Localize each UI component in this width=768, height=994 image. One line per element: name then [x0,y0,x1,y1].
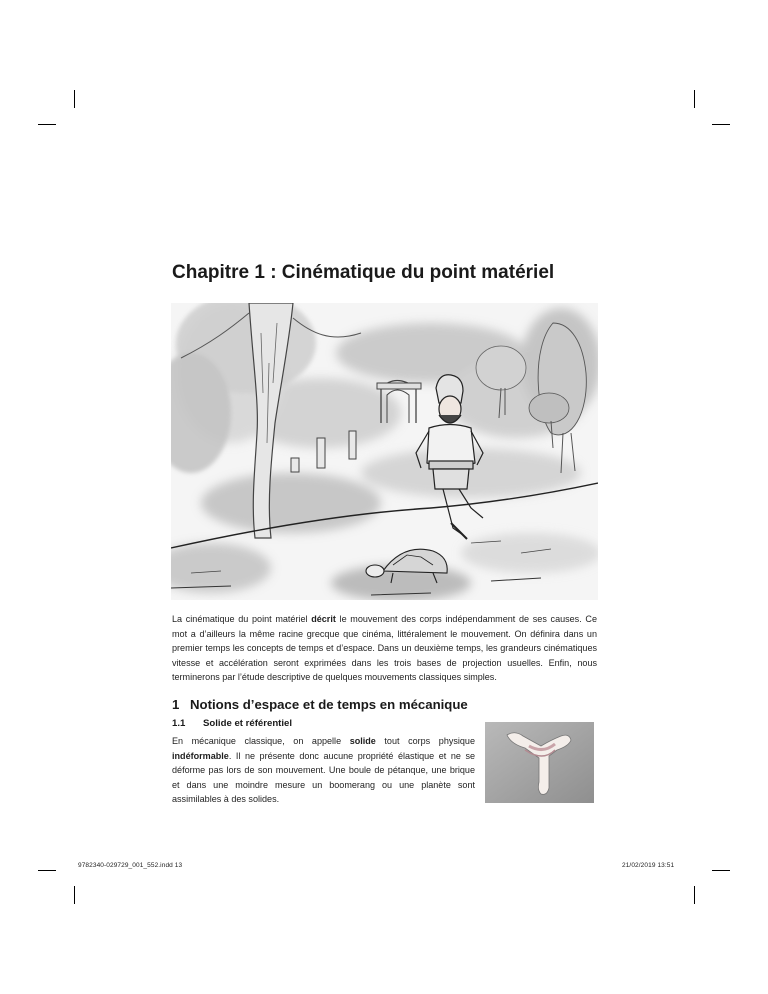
footer-timestamp: 21/02/2019 13:51 [622,862,675,869]
crop-mark-bottom-left-horizontal [38,870,56,871]
subsection-1-1-number: 1.1 [172,718,186,729]
section-1-heading [172,697,468,712]
intro-text-2: le mouvement des corps indépendamment de ses causes. Ce mot a d’ailleurs la même racine grecque que cinéma, littéralement le mouvement. On définira dans un premier temps les concepts de temps et d’espace. Dans un deuxième temps, les grandeurs cinématiques vitesse et accélération seront exprimées dans les trois bases de projection usuelles. Enfin, nous terminerons par l’étude descriptive de quelques mouvements classiques simples. [172,614,597,683]
crop-mark-bottom-right-vertical [694,886,695,904]
crop-mark-top-left-horizontal [38,124,56,125]
footer-file-name: 9782340-029729_001_552.indd 13 [78,862,183,869]
crop-mark-bottom-left-vertical [74,886,75,904]
boomerang-photo [485,722,594,803]
solid-text-3: . Il ne présente donc aucune propriété élastique et ne se déforme pas lors de son mouvement. Une boule de pétanque, une brique et dans une moindre mesure un boomerang ou une planète sont assimilables à des solides. [172,750,475,805]
intro-text-1: La cinématique du point matériel [172,614,312,624]
solid-paragraph [172,734,475,807]
subsection-1-1-heading [172,718,292,729]
section-1-title: Notions d’espace et de temps en mécanique [190,697,468,712]
crop-mark-top-right-horizontal [712,124,730,125]
chapter-illustration [171,303,598,600]
intro-keyword-decrit: décrit [311,614,336,624]
crop-mark-top-left-vertical [74,90,75,108]
gladiator-tortoise-drawing [171,303,598,600]
crop-mark-top-right-vertical [694,90,695,108]
solid-keyword-solide: solide [349,736,376,746]
section-1-number: 1 [172,697,180,712]
solid-text-2: tout corps physique [375,736,475,746]
chapter-title: Chapitre 1 : Cinématique du point matériel [172,262,555,283]
solid-text-1: En mécanique classique, on appelle [172,736,350,746]
subsection-1-1-title: Solide et référentiel [203,718,293,729]
intro-paragraph [172,612,597,685]
solid-keyword-indeformable: indéformable [172,750,229,761]
crop-mark-bottom-right-horizontal [712,870,730,871]
boomerang-drawing [485,722,594,803]
